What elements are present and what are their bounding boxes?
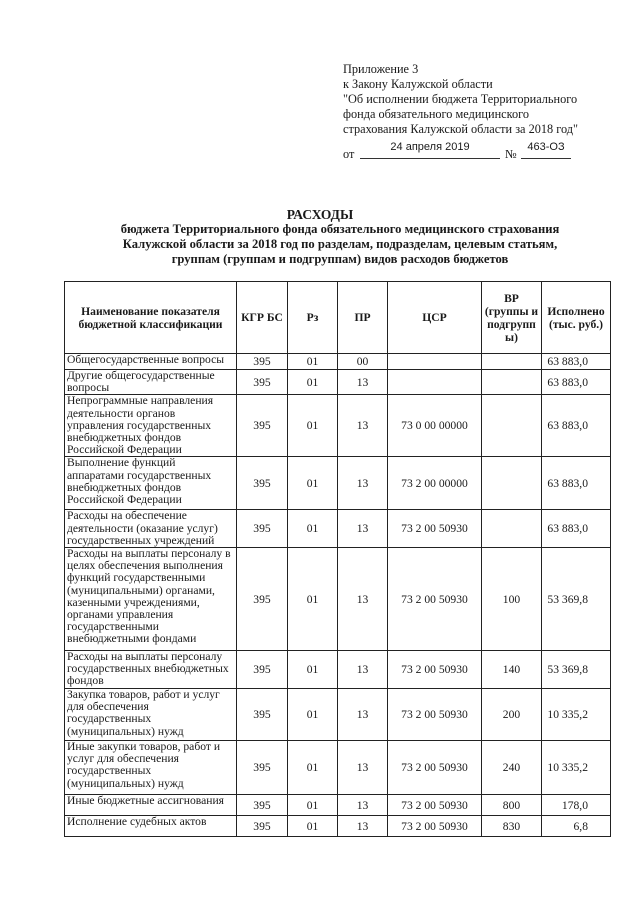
row-vr: 200 bbox=[482, 689, 542, 741]
row-vr: 240 bbox=[482, 741, 542, 795]
table-row bbox=[65, 816, 611, 837]
row-csr bbox=[388, 370, 482, 395]
row-vr: 830 bbox=[482, 816, 542, 837]
row-rz: 01 bbox=[288, 795, 338, 816]
subtitle-line: Калужской области за 2018 год по разделам, подразделам, целевым статьям, bbox=[122, 237, 558, 251]
row-kgrbs: 395 bbox=[237, 651, 288, 689]
row-pr: 13 bbox=[338, 510, 388, 548]
row-pr: 13 bbox=[338, 795, 388, 816]
row-vr bbox=[482, 395, 542, 457]
row-amount: 63 883,0 bbox=[542, 510, 611, 548]
appendix-block bbox=[343, 62, 623, 137]
document-title: РАСХОДЫ bbox=[286, 207, 354, 222]
row-csr: 73 2 00 50930 bbox=[388, 795, 482, 816]
row-kgrbs: 395 bbox=[237, 795, 288, 816]
row-pr: 13 bbox=[338, 395, 388, 457]
row-amount: 53 369,8 bbox=[542, 548, 611, 651]
row-rz: 01 bbox=[288, 510, 338, 548]
header-kgrbs: КГР БС bbox=[237, 282, 288, 354]
row-kgrbs: 395 bbox=[237, 741, 288, 795]
table-row bbox=[65, 795, 611, 816]
row-name: Иные бюджетные ассигнования bbox=[65, 795, 237, 816]
row-csr: 73 2 00 50930 bbox=[388, 510, 482, 548]
law-date: 24 апреля 2019 bbox=[360, 141, 500, 159]
appendix-line: страхования Калужской области за 2018 год" bbox=[343, 122, 579, 136]
law-date-number bbox=[343, 141, 633, 161]
header-vr: ВР (группы и подгрупп ы) bbox=[482, 282, 542, 354]
document-subtitle bbox=[90, 222, 590, 267]
row-name: Другие общегосударственные вопросы bbox=[65, 370, 237, 395]
row-rz: 01 bbox=[288, 816, 338, 837]
row-kgrbs: 395 bbox=[237, 689, 288, 741]
row-name: Исполнение судебных актов bbox=[65, 816, 237, 837]
row-kgrbs: 395 bbox=[237, 354, 288, 370]
row-csr: 73 2 00 00000 bbox=[388, 457, 482, 510]
row-pr: 13 bbox=[338, 651, 388, 689]
row-kgrbs: 395 bbox=[237, 548, 288, 651]
row-kgrbs: 395 bbox=[237, 457, 288, 510]
row-vr: 800 bbox=[482, 795, 542, 816]
header-done: Исполнено (тыс. руб.) bbox=[542, 282, 611, 354]
law-number: 463-ОЗ bbox=[521, 141, 571, 159]
appendix-line: Приложение 3 bbox=[343, 62, 419, 76]
row-csr: 73 2 00 50930 bbox=[388, 741, 482, 795]
row-rz: 01 bbox=[288, 457, 338, 510]
table-row bbox=[65, 354, 611, 370]
header-csr: ЦСР bbox=[388, 282, 482, 354]
row-rz: 01 bbox=[288, 354, 338, 370]
row-amount: 63 883,0 bbox=[542, 395, 611, 457]
row-csr: 73 2 00 50930 bbox=[388, 689, 482, 741]
row-pr: 13 bbox=[338, 689, 388, 741]
row-vr: 100 bbox=[482, 548, 542, 651]
header-name: Наименование показателя бюджетной классификации bbox=[65, 282, 237, 354]
row-pr: 13 bbox=[338, 548, 388, 651]
table-row bbox=[65, 370, 611, 395]
row-name: Непрограммные направления деятельности органов управления государственных внебюджетных фондов Российской Федерации bbox=[65, 395, 237, 457]
table-row bbox=[65, 510, 611, 548]
row-amount: 53 369,8 bbox=[542, 651, 611, 689]
table-header-row bbox=[65, 282, 611, 354]
row-csr bbox=[388, 354, 482, 370]
row-kgrbs: 395 bbox=[237, 510, 288, 548]
row-amount: 178,0 bbox=[542, 795, 611, 816]
row-name: Расходы на обеспечение деятельности (оказание услуг) государственных учреждений bbox=[65, 510, 237, 548]
appendix-line: к Закону Калужской области bbox=[343, 77, 493, 91]
row-vr bbox=[482, 370, 542, 395]
row-name: Закупка товаров, работ и услуг для обеспечения государственных (муниципальных) нужд bbox=[65, 689, 237, 741]
row-pr: 13 bbox=[338, 816, 388, 837]
subtitle-line: группам (группам и подгруппам) видов расходов бюджетов bbox=[171, 252, 509, 266]
table-row bbox=[65, 689, 611, 741]
row-rz: 01 bbox=[288, 741, 338, 795]
row-kgrbs: 395 bbox=[237, 395, 288, 457]
table-row bbox=[65, 395, 611, 457]
row-pr: 13 bbox=[338, 741, 388, 795]
row-rz: 01 bbox=[288, 651, 338, 689]
row-vr: 140 bbox=[482, 651, 542, 689]
row-pr: 13 bbox=[338, 457, 388, 510]
row-name: Расходы на выплаты персоналу государственных внебюджетных фондов bbox=[65, 651, 237, 689]
row-vr bbox=[482, 510, 542, 548]
row-amount: 10 335,2 bbox=[542, 741, 611, 795]
header-pr: ПР bbox=[338, 282, 388, 354]
row-csr: 73 2 00 50930 bbox=[388, 548, 482, 651]
row-name: Выполнение функций аппаратами государственных внебюджетных фондов Российской Федерации bbox=[65, 457, 237, 510]
expenses-table bbox=[64, 281, 611, 837]
row-amount: 63 883,0 bbox=[542, 457, 611, 510]
table-row bbox=[65, 457, 611, 510]
row-pr: 00 bbox=[338, 354, 388, 370]
number-label: № bbox=[505, 147, 517, 161]
row-csr: 73 2 00 50930 bbox=[388, 816, 482, 837]
row-rz: 01 bbox=[288, 395, 338, 457]
row-rz: 01 bbox=[288, 370, 338, 395]
row-pr: 13 bbox=[338, 370, 388, 395]
from-label: от bbox=[343, 147, 355, 161]
row-name: Иные закупки товаров, работ и услуг для обеспечения государственных (муниципальных) нужд bbox=[65, 741, 237, 795]
row-csr: 73 0 00 00000 bbox=[388, 395, 482, 457]
row-name: Общегосударственные вопросы bbox=[65, 354, 237, 370]
table-row bbox=[65, 651, 611, 689]
table-row bbox=[65, 741, 611, 795]
row-amount: 63 883,0 bbox=[542, 354, 611, 370]
row-amount: 63 883,0 bbox=[542, 370, 611, 395]
row-kgrbs: 395 bbox=[237, 816, 288, 837]
appendix-line: "Об исполнении бюджета Территориального bbox=[343, 92, 578, 106]
row-amount: 10 335,2 bbox=[542, 689, 611, 741]
subtitle-line: бюджета Территориального фонда обязательного медицинского страхования bbox=[120, 222, 560, 236]
row-amount: 6,8 bbox=[542, 816, 611, 837]
row-rz: 01 bbox=[288, 689, 338, 741]
row-vr bbox=[482, 354, 542, 370]
header-rz: Рз bbox=[288, 282, 338, 354]
row-rz: 01 bbox=[288, 548, 338, 651]
appendix-line: фонда обязательного медицинского bbox=[343, 107, 530, 121]
row-vr bbox=[482, 457, 542, 510]
table-body bbox=[65, 354, 611, 837]
row-csr: 73 2 00 50930 bbox=[388, 651, 482, 689]
table-row bbox=[65, 548, 611, 651]
row-name: Расходы на выплаты персоналу в целях обеспечения выполнения функций государственными (муниципальными) органами, казенными учреждениями, органами управления государственными внебюджетными фондами bbox=[65, 548, 237, 651]
row-kgrbs: 395 bbox=[237, 370, 288, 395]
